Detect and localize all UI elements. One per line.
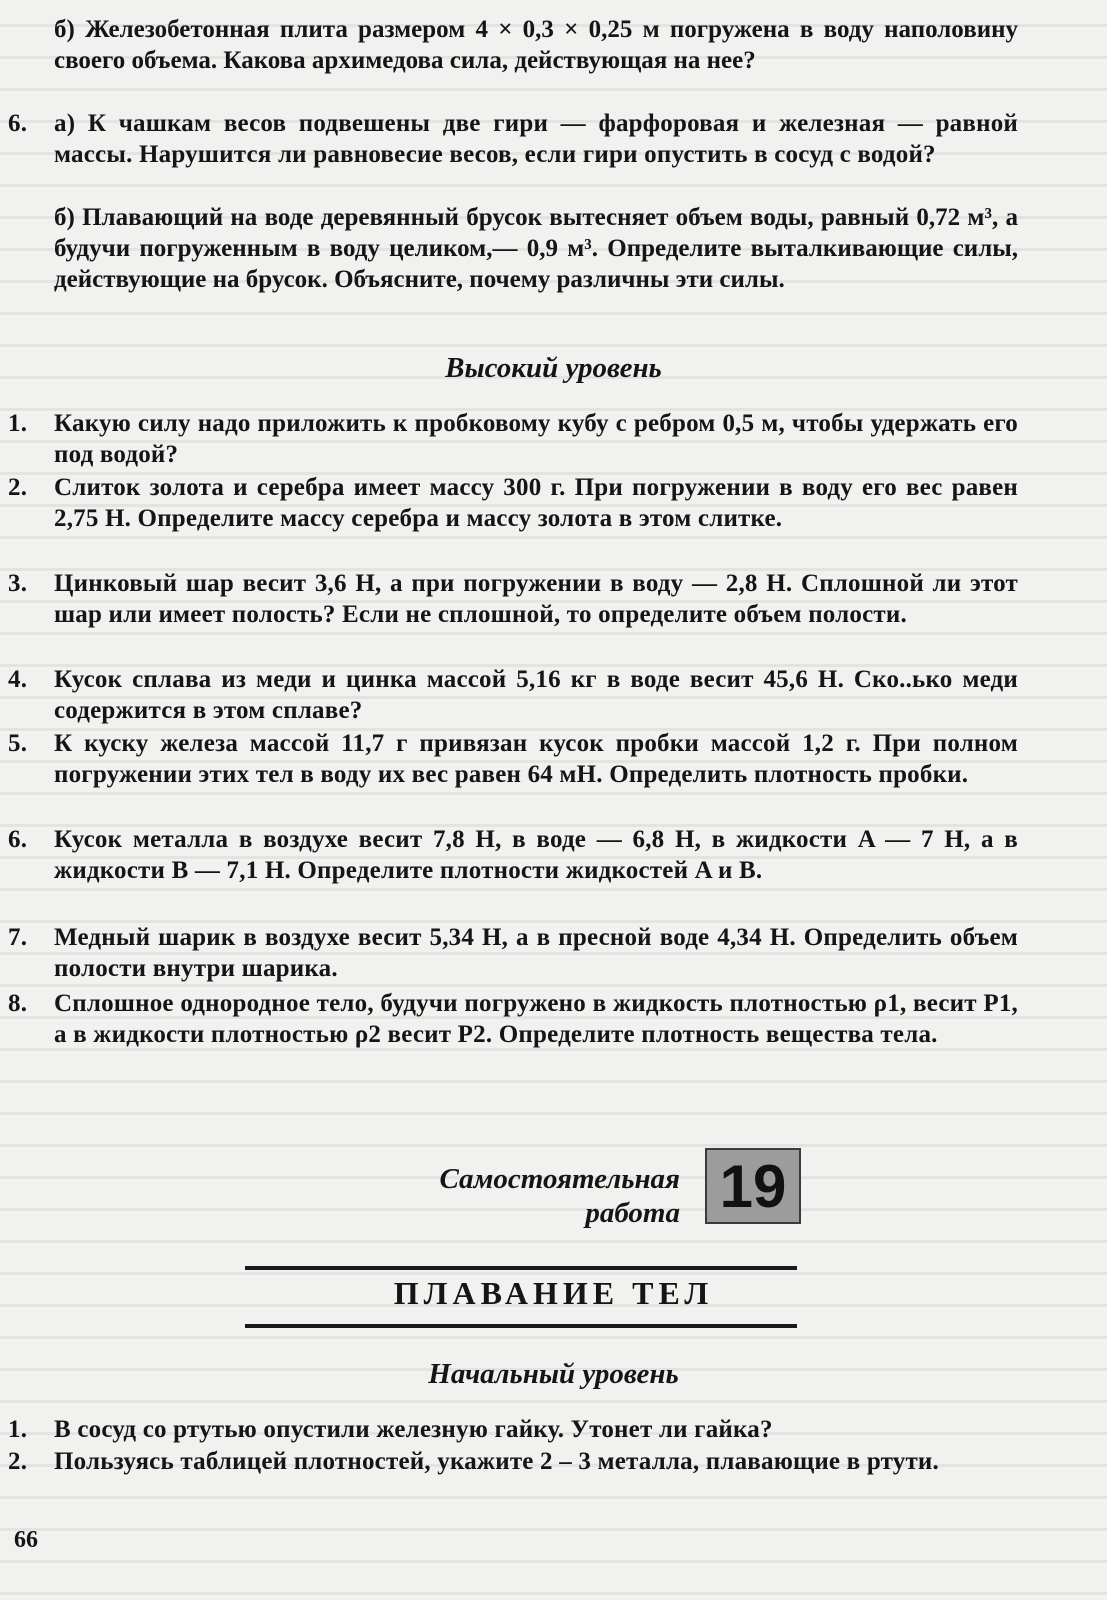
title-rule-bottom <box>245 1324 797 1328</box>
problem-text: Какую силу надо приложить к пробковому кубу с ребром 0,5 м, чтобы удержать его под водой? <box>54 410 1018 468</box>
problem-6b: б) Плавающий на воде деревянный брусок вытесняет объем воды, равный 0,72 м³, а будучи погруженным в воду целиком,— 0,9 м³. Определите выталкивающие силы, действующие на брусок. Объясните, почему различны эти силы. <box>54 204 1018 293</box>
work-title: ПЛАВАНИЕ ТЕЛ <box>393 1275 714 1311</box>
high-problem-7 <box>8 922 1018 984</box>
work-number-box: 19 <box>705 1148 801 1224</box>
section-heading-high: Высокий уровень <box>445 352 662 384</box>
work-label-line1: Самостоятельная <box>439 1163 680 1195</box>
high-problem-1 <box>8 408 1018 470</box>
problem-number: 5. <box>8 730 28 757</box>
problem-text: Пользуясь таблицей плотностей, укажите 2 – 3 металла, плавающие в ртути. <box>54 1448 939 1475</box>
problem-number: 8. <box>8 990 28 1017</box>
problem-number: 4. <box>8 666 28 693</box>
problem-number: 6. <box>8 110 28 137</box>
work-label-line2: работа <box>585 1197 680 1229</box>
high-problem-4 <box>8 664 1018 726</box>
problem-number: 1. <box>8 1416 28 1443</box>
initial-problem-1 <box>8 1414 1018 1445</box>
problem-number: 2. <box>8 1448 28 1475</box>
high-problem-8 <box>8 988 1018 1050</box>
high-problem-5 <box>8 728 1018 790</box>
initial-problem-2 <box>8 1446 1018 1477</box>
problem-number: 6. <box>8 826 28 853</box>
problem-text: Медный шарик в воздухе весит 5,34 Н, а в пресной воде 4,34 Н. Определить объем полости внутри шарика. <box>54 924 1018 982</box>
problem-6 <box>8 108 1018 170</box>
problem-text: В сосуд со ртутью опустили железную гайку. Утонет ли гайка? <box>54 1416 773 1443</box>
problem-number: 2. <box>8 474 28 501</box>
problem-text: Кусок сплава из меди и цинка массой 5,16 кг в воде весит 45,6 Н. Ско..ько меди содержится в этом сплаве? <box>54 666 1018 724</box>
high-problem-2 <box>8 472 1018 534</box>
problem-number: 7. <box>8 924 28 951</box>
section-heading-initial: Начальный уровень <box>428 1358 679 1390</box>
problem-number: 3. <box>8 570 28 597</box>
problem-text: Цинковый шар весит 3,6 Н, а при погружении в воду — 2,8 Н. Сплошной ли этот шар или имеет полость? Если не сплошной, то определите объем полости. <box>54 570 1018 628</box>
page-number: 66 <box>14 1527 38 1553</box>
work-label <box>300 1162 680 1230</box>
title-rule-top <box>245 1266 797 1270</box>
problem-text: Слиток золота и серебра имеет массу 300 г. При погружении в воду его вес равен 2,75 Н. Определите массу серебра и массу золота в этом слитке. <box>54 474 1018 532</box>
high-problem-6 <box>8 824 1018 886</box>
problem-text: К куску железа массой 11,7 г привязан кусок пробки массой 1,2 г. При полном погружении этих тел в воду их вес равен 64 мН. Определить плотность пробки. <box>54 730 1018 788</box>
problem-text: Сплошное однородное тело, будучи погружено в жидкость плотностью ρ1, весит P1, а в жидкости плотностью ρ2 весит P2. Определите плотность вещества тела. <box>54 990 1018 1048</box>
problem-number: 1. <box>8 410 28 437</box>
high-problem-3 <box>8 568 1018 630</box>
problem-text: Кусок металла в воздухе весит 7,8 Н, в воде — 6,8 Н, в жидкости A — 7 Н, а в жидкости B — 7,1 Н. Определите плотности жидкостей A и B. <box>54 826 1018 884</box>
problem-5b: б) Железобетонная плита размером 4 × 0,3 × 0,25 м погружена в воду наполовину своего объема. Какова архимедова сила, действующая на нее? <box>54 16 1018 74</box>
problem-6a: а) К чашкам весов подвешены две гири — фарфоровая и железная — равной массы. Нарушится ли равновесие весов, если гири опустить в сосуд с водой? <box>54 110 1018 168</box>
